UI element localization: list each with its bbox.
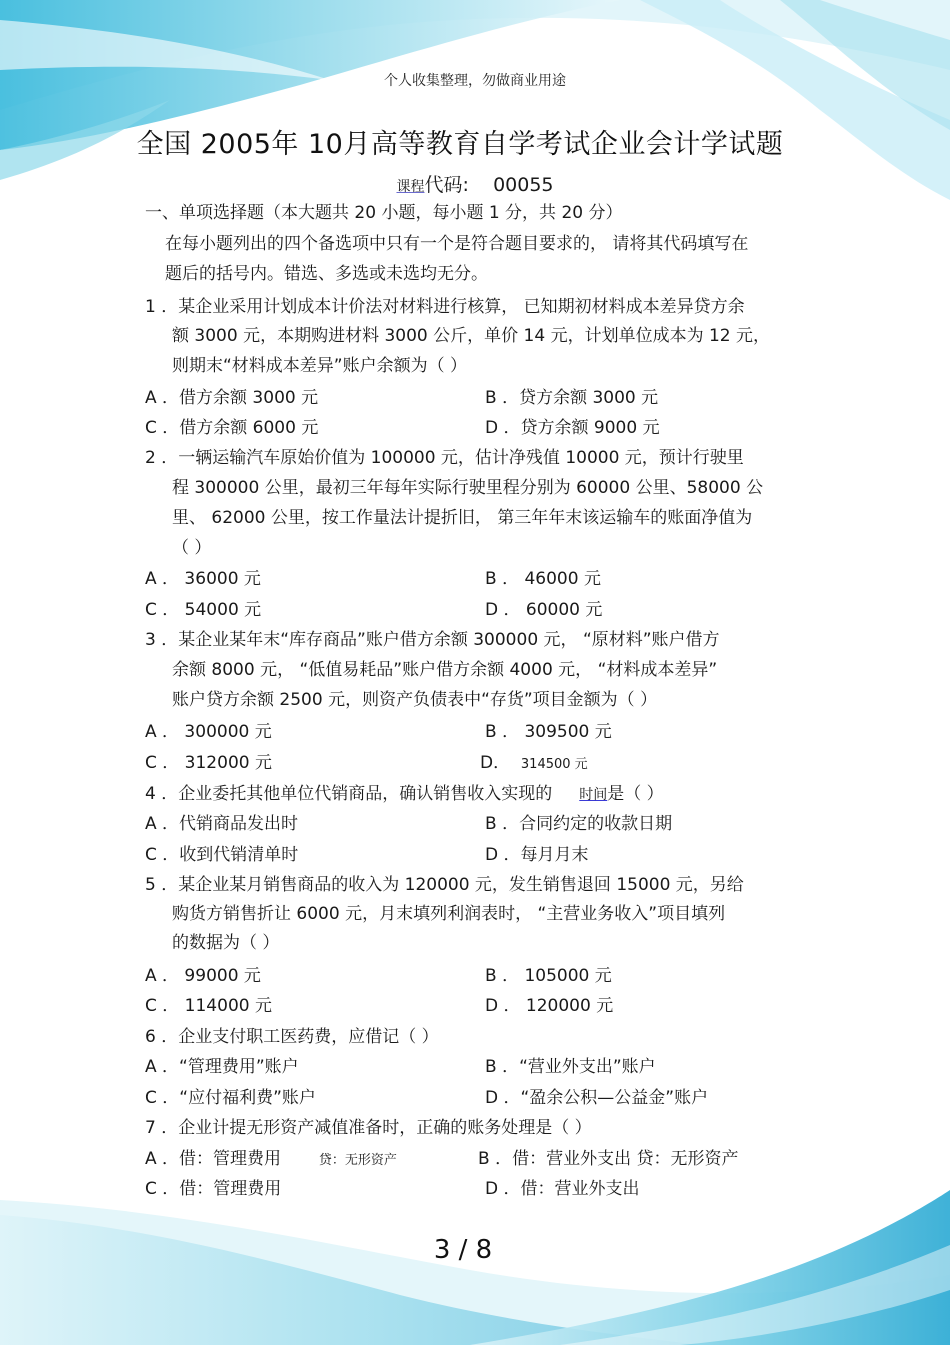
option-c: C ． 114000 元: [145, 996, 272, 1016]
option-b: B ． 309500 元: [485, 722, 612, 742]
question-text: 5 ．某企业某月销售商品的收入为 120000 元，发生销售退回 15000 元，另给: [145, 875, 744, 895]
option-d: D ．贷方余额 9000 元: [485, 418, 660, 438]
question-text: 余额 8000 元， “低值易耗品”账户借方余额 4000 元， “材料成本差异”: [172, 660, 718, 680]
option-a-credit: 贷：无形资产: [318, 1153, 397, 1168]
section-instruction: 在每小题列出的四个备选项中只有一个是符合题目要求的， 请将其代码填写在: [165, 234, 749, 254]
option-b: B ．借：营业外支出 贷：无形资产: [478, 1149, 739, 1169]
time-link[interactable]: 时间: [579, 787, 608, 803]
course-code-label-small: 课程: [396, 179, 425, 195]
question-text-prefix: 4 ．企业委托其他单位代销商品，确认销售收入实现的: [145, 784, 553, 804]
option-a: A ．“管理费用”账户: [145, 1057, 299, 1077]
option-b: B ．贷方余额 3000 元: [485, 388, 659, 408]
option-c: C ． 54000 元: [145, 600, 262, 620]
option-a: A ．代销商品发出时: [145, 814, 299, 834]
question-text: 的数据为（ ）: [172, 933, 280, 953]
course-code-value: 00055: [493, 174, 554, 196]
option-a: A ． 99000 元: [145, 966, 261, 986]
option-d: D ． 120000 元: [485, 996, 614, 1016]
option-a: A ．借方余额 3000 元: [145, 388, 319, 408]
section-heading: 一、单项选择题（本大题共 20 小题，每小题 1 分，共 20 分）: [145, 203, 623, 223]
question-text-suffix: 是（ ）: [607, 784, 664, 804]
question-text: 额 3000 元，本期购进材料 3000 公斤，单价 14 元，计划单位成本为 12 元，: [172, 326, 771, 346]
section-instruction: 题后的括号内。错选、多选或未选均无分。: [165, 264, 488, 284]
option-c: C ． 312000 元: [145, 753, 272, 773]
option-a: A ． 300000 元: [145, 722, 272, 742]
question-text: 3 ．某企业某年末“库存商品”账户借方余额 300000 元， “原材料”账户借方: [145, 630, 720, 650]
question-text: 7 ．企业计提无形资产减值准备时，正确的账务处理是（ ）: [145, 1118, 592, 1138]
option-c: C ．借方余额 6000 元: [145, 418, 319, 438]
option-a: A ． 36000 元: [145, 569, 261, 589]
option-d-label: D．: [480, 753, 511, 773]
watermark-text: 个人收集整理，勿做商业用途: [384, 73, 566, 89]
course-code-label: 代码:: [424, 174, 469, 196]
course-code: [0, 170, 950, 197]
question-text: 里、 62000 公里，按工作量法计提折旧， 第三年年末该运输车的账面净值为: [172, 508, 753, 528]
option-a: [145, 1149, 397, 1171]
question-text: [145, 784, 664, 805]
option-c: C ．“应付福利费”账户: [145, 1088, 316, 1108]
option-b: B ． 105000 元: [485, 966, 612, 986]
question-text: 购货方销售折让 6000 元，月末填列利润表时， “主营业务收入”项目填列: [172, 904, 726, 924]
option-d: [480, 753, 588, 775]
option-a-debit: A ．借：管理费用: [145, 1149, 282, 1169]
option-d: D ．借：营业外支出: [485, 1179, 640, 1199]
question-text: 6 ．企业支付职工医药费，应借记（ ）: [145, 1027, 439, 1047]
option-d: D ．每月月末: [485, 845, 589, 865]
question-text: （ ）: [172, 538, 212, 558]
question-text: 则期末“材料成本差异”账户余额为（ ）: [172, 356, 468, 376]
question-text: 2 ．一辆运输汽车原始价值为 100000 元，估计净残值 10000 元，预计行驶里: [145, 448, 744, 468]
question-text: 账户贷方余额 2500 元，则资产负债表中“存货”项目金额为（ ）: [172, 690, 658, 710]
question-text: 程 300000 公里，最初三年每年实际行驶里程分别为 60000 公里、58000 公: [172, 478, 764, 498]
option-b: B ．“营业外支出”账户: [485, 1057, 656, 1077]
option-b: B ．合同约定的收款日期: [485, 814, 673, 834]
option-b: B ． 46000 元: [485, 569, 601, 589]
option-d: D ．“盈余公积—公益金”账户: [485, 1088, 709, 1108]
page-number: 3 / 8: [433, 1235, 493, 1265]
option-d-value: 314500 元: [520, 757, 588, 772]
page-title: 全国 2005年 10月高等教育自学考试企业会计学试题: [136, 129, 784, 160]
question-text: 1 ．某企业采用计划成本计价法对材料进行核算， 已知期初材料成本差异贷方余: [145, 297, 745, 317]
option-c: C ．借：管理费用: [145, 1179, 282, 1199]
option-d: D ． 60000 元: [485, 600, 603, 620]
option-c: C ．收到代销清单时: [145, 845, 299, 865]
